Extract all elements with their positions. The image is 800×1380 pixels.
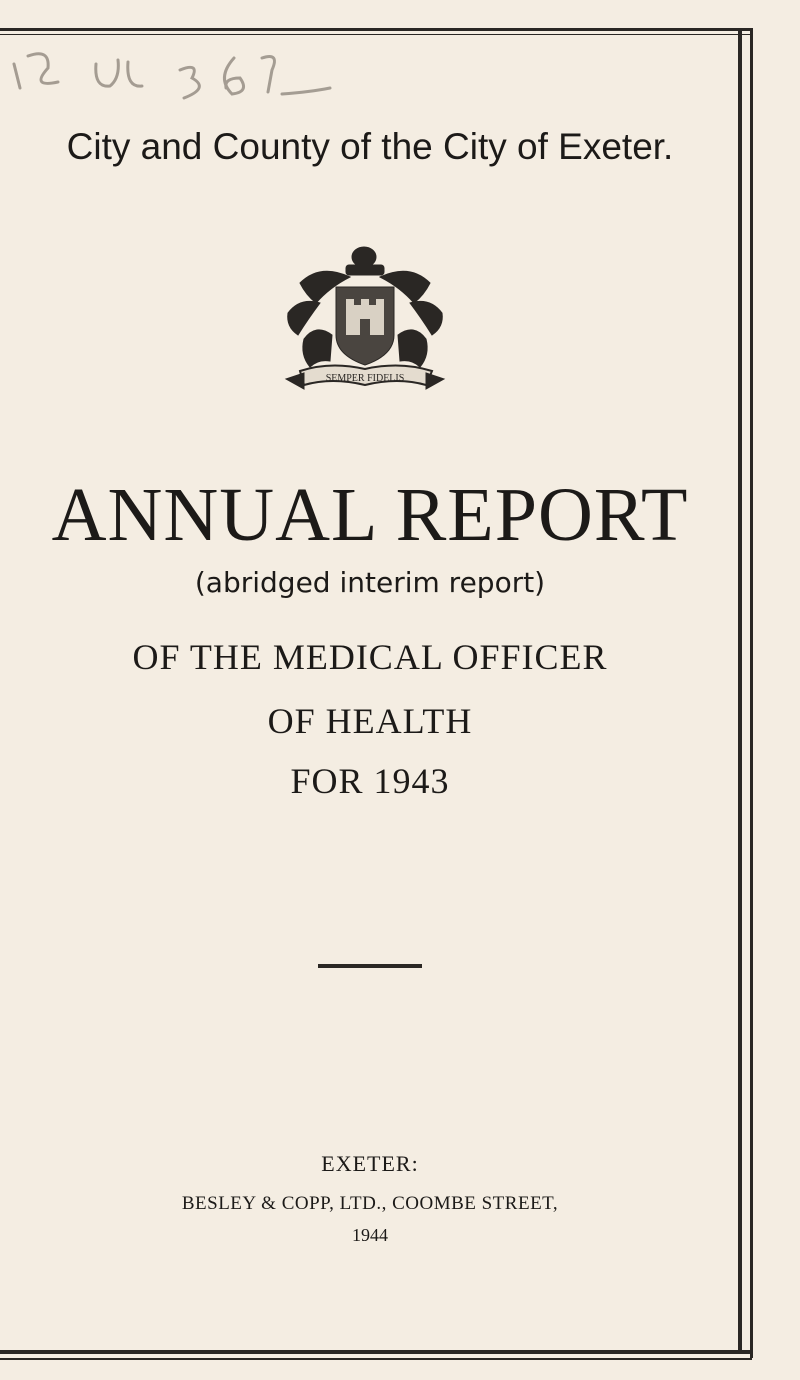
main-title: ANNUAL REPORT	[51, 473, 689, 557]
border-top-rule-thin	[0, 34, 752, 35]
title-line-2: OF HEALTH	[267, 701, 473, 741]
crest-motto: SEMPER FIDELIS	[325, 373, 405, 384]
subtitle: (abridged interim report)	[194, 566, 546, 599]
imprint-publisher: BESLEY & COPP, LTD., COOMBE STREET,	[181, 1193, 559, 1214]
imprint-place: EXETER:	[321, 1151, 419, 1176]
divider-rule	[318, 964, 422, 968]
coat-of-arms-icon	[280, 243, 450, 403]
municipality-title: City and County of the City of Exeter.	[66, 126, 674, 167]
imprint-year: 1944	[352, 1225, 388, 1245]
border-right-rule-outer	[750, 28, 753, 1358]
border-bottom-rule	[0, 1350, 752, 1354]
border-bottom-rule-thin	[0, 1358, 752, 1360]
handwritten-shelf-mark	[10, 48, 390, 118]
border-top-rule	[0, 28, 752, 31]
title-line-3: FOR 1943	[290, 761, 450, 801]
title-line-1: OF THE MEDICAL OFFICER	[132, 637, 608, 677]
